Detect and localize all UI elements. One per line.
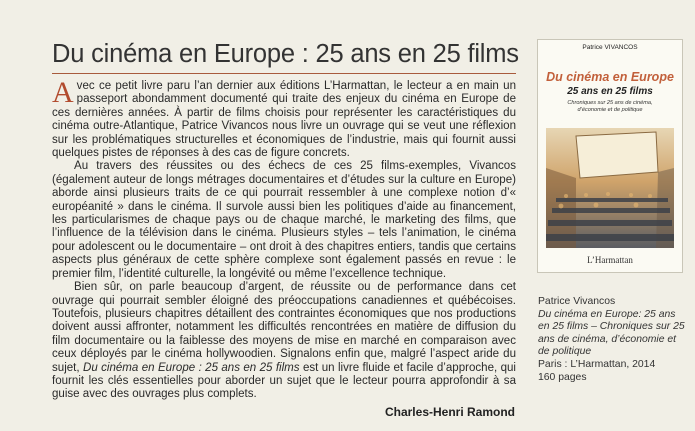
caption-publisher: Paris : L’Harmattan, 2014 bbox=[538, 358, 656, 370]
drop-cap: A bbox=[52, 76, 74, 109]
book-caption bbox=[538, 296, 686, 384]
paragraph-1-text: vec ce petit livre paru l’an dernier aux éditions L’Harmattan, le lecteur a en main un passeport abondamment documenté qui traite des enjeux du cinéma en Europe de ces dernières années. À partir de films choisis pour représenter les caractéristiques du cinéma outre-Atlantique, Patrice Vivancos nous livre un ouvrage qui se veut une réflexion sur les problématiques structurelles et économiques de l’industrie, mais qui fournit aussi quelques pistes de réponses à des cas de figure concrets. bbox=[52, 80, 516, 160]
paragraph-3-text-b: est un livre fluide et facile d’approche, qui fournit les clés essentielles pour aborder un sujet que le lecteur pourra approfondir à sa guise avec des ouvrages plus complets. bbox=[52, 361, 516, 401]
article-body bbox=[52, 76, 516, 402]
cinema-hall-illustration bbox=[546, 128, 674, 248]
book-cover bbox=[538, 40, 682, 272]
paragraph-3-text-a: Bien sûr, on parle beaucoup d’argent, de réussite ou de performance dans cet ouvrage qui pourrait sembler éloigné des préoccupations canadiennes et québécoises. Toutefois, plusieurs chapitres détaillent des contraintes économiques que nos productions doivent aussi affronter, notamment les difficultés rencontrées en matière de diffusion du film documentaire ou la faiblesse des moyens de mise en marché en comparaison avec ceux déployés par le cinéma hollywoodien. Signalons enfin que, malgré l’aspect aride du sujet, bbox=[52, 281, 516, 374]
article-paragraph-1 bbox=[52, 76, 516, 160]
caption-pages: 160 pages bbox=[538, 371, 587, 383]
caption-author: Patrice Vivancos bbox=[538, 296, 616, 307]
paragraph-3-book-title: Du cinéma en Europe : 25 ans en 25 films bbox=[82, 361, 300, 374]
article-paragraph-2: Au travers des réussites ou des échecs de ces 25 films-exemples, Vivancos (également auteur de longs métrages documentaires et d’études sur la culture en Europe) aborde ainsi plusieurs traits de ce qui pourrait ressembler à une complexe notion d’« européanité » dans le cinéma. Il survole aussi bien les politiques d’aide au financement, les particularismes de chaque pays ou de chaque marché, le marketing des films, que l’influence de la télévision dans le cinéma. Plusieurs styles – tels l’animation, le cinéma pour adolescent ou le documentaire – ont droit à des chapitres entiers, tandis que certains aspects plus généraux de cette sphère complexe sont également passés en revue : le premier film, l’identité culturelle, la longévité ou même l’excellence technique. bbox=[52, 160, 516, 280]
book-cover-author: Patrice VIVANCOS bbox=[582, 44, 638, 51]
article-author: Charles-Henri Ramond bbox=[384, 405, 515, 419]
title-divider bbox=[52, 73, 516, 74]
book-cover-subtitle: 25 ans en 25 films bbox=[567, 86, 653, 97]
page-title: Du cinéma en Europe : 25 ans en 25 films bbox=[52, 40, 519, 68]
article-paragraph-3 bbox=[52, 281, 516, 402]
book-cover-tagline: Chroniques sur 25 ans de cinéma, d’économie et de politique bbox=[567, 100, 653, 113]
book-cover-title: Du cinéma en Europe bbox=[546, 70, 674, 84]
book-cover-publisher: L’Harmattan bbox=[587, 255, 633, 265]
caption-title: Du cinéma en Europe: 25 ans en 25 films – Chroniques sur 25 ans de cinéma, d’économie et de politique bbox=[538, 308, 685, 358]
